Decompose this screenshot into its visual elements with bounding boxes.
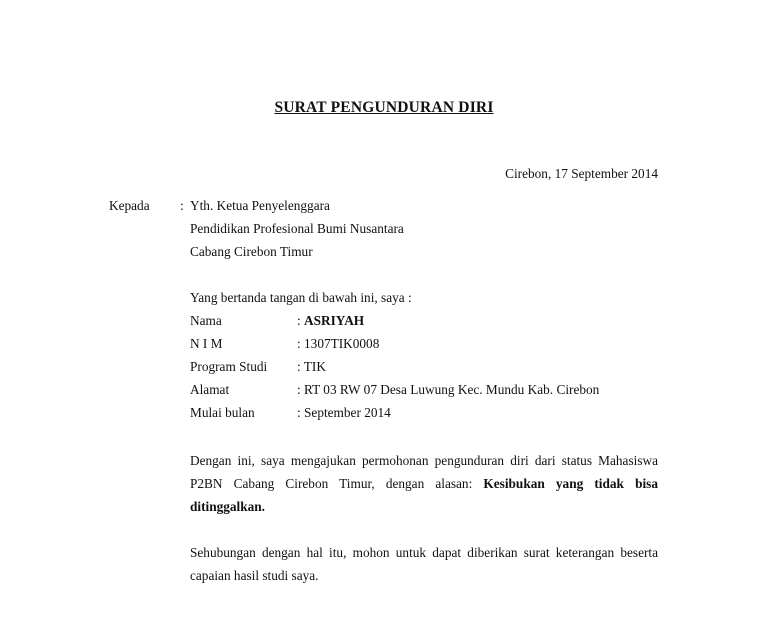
field-value-nama: : ASRIYAH xyxy=(297,313,365,328)
field-label-nama: Nama xyxy=(190,313,222,328)
recipient-line: Yth. Ketua Penyelenggara xyxy=(190,198,330,213)
field-value-program-studi: : TIK xyxy=(297,359,326,374)
field-label-mulai-bulan: Mulai bulan xyxy=(190,405,255,420)
recipient-colon: : xyxy=(180,198,184,213)
reason-text: Kesibukan yang tidak bisa ditinggalkan. xyxy=(190,476,658,514)
reason-paragraph: Dengan ini, saya mengajukan permohonan pengunduran diri dari status Mahasiswa P2BN Cabang Cirebon Timur, dengan alasan: Kesibukan yang tidak bisa ditinggalkan. xyxy=(190,453,658,514)
field-value-alamat: : RT 03 RW 07 Desa Luwung Kec. Mundu Kab. Cirebon xyxy=(297,382,600,397)
recipient-line: Pendidikan Profesional Bumi Nusantara xyxy=(190,221,404,236)
intro-text: Yang bertanda tangan di bawah ini, saya : xyxy=(190,290,412,305)
student-name: ASRIYAH xyxy=(304,313,365,328)
request-paragraph: Sehubungan dengan hal itu, mohon untuk dapat diberikan surat keterangan beserta capaian hasil studi saya. xyxy=(190,545,658,583)
field-label-nim: N I M xyxy=(190,336,223,351)
recipient-line: Cabang Cirebon Timur xyxy=(190,244,313,259)
letter-date: Cirebon, 17 September 2014 xyxy=(505,166,658,181)
field-value-nim: : 1307TIK0008 xyxy=(297,336,380,351)
field-label-program-studi: Program Studi xyxy=(190,359,268,374)
recipient-label: Kepada xyxy=(109,198,150,213)
field-value-mulai-bulan: : September 2014 xyxy=(297,405,391,420)
field-label-alamat: Alamat xyxy=(190,382,230,397)
letter-title: SURAT PENGUNDURAN DIRI xyxy=(274,99,494,116)
